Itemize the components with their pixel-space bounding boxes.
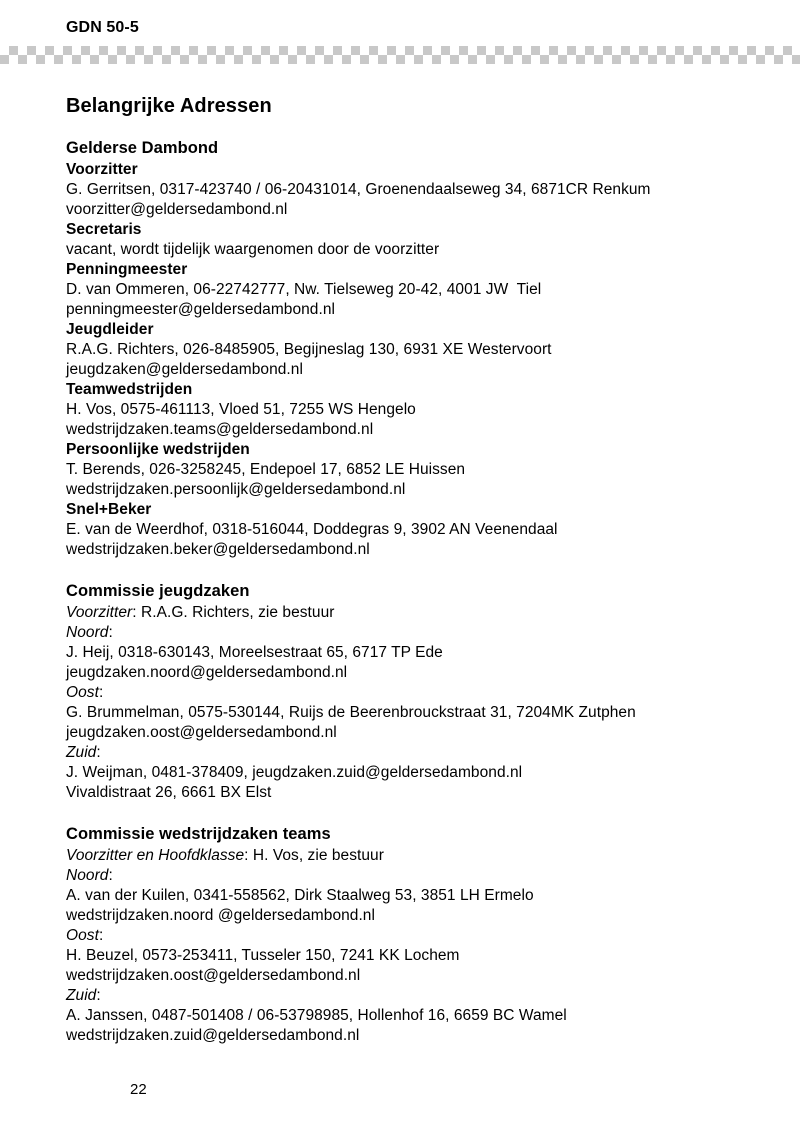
entry-role-label: Secretaris xyxy=(66,221,142,238)
entry-region-label-text: Voorzitter xyxy=(66,604,133,621)
entry-detail-line: wedstrijdzaken.zuid@geldersedambond.nl xyxy=(66,1027,360,1044)
entry-role-label: Teamwedstrijden xyxy=(66,381,193,398)
entry-detail-line: wedstrijdzaken.beker@geldersedambond.nl xyxy=(66,541,370,558)
section-heading: Commissie wedstrijdzaken teams xyxy=(66,825,331,843)
entry-detail-line: wedstrijdzaken.oost@geldersedambond.nl xyxy=(66,967,361,984)
page-title: Belangrijke Adressen xyxy=(66,95,272,117)
page-number: 22 xyxy=(130,1081,147,1098)
document-body xyxy=(66,93,746,1046)
entry-detail-line: wedstrijdzaken.teams@geldersedambond.nl xyxy=(66,421,374,438)
entry-detail-line: D. van Ommeren, 06-22742777, Nw. Tielseweg 20-42, 4001 JW Tiel xyxy=(66,281,542,298)
entry-detail-line: penningmeester@geldersedambond.nl xyxy=(66,301,336,318)
entry-detail-line: voorzitter@geldersedambond.nl xyxy=(66,201,288,218)
entry-region-label-suffix: : xyxy=(98,927,104,944)
entry-region-label-suffix: : xyxy=(98,684,104,701)
entry-detail-line: J. Weijman, 0481-378409, jeugdzaken.zuid@geldersedambond.nl xyxy=(66,764,523,781)
entry-role-label: Voorzitter xyxy=(66,161,138,178)
entry-region-label xyxy=(66,846,746,866)
entry-region-label-suffix: : R.A.G. Richters, zie bestuur xyxy=(132,604,335,621)
entry-detail-line: jeugdzaken.oost@geldersedambond.nl xyxy=(66,724,337,741)
section-heading: Commissie jeugdzaken xyxy=(66,582,250,600)
entry-region-label-text: Oost xyxy=(66,927,99,944)
entry-region-label xyxy=(66,926,746,946)
entry-role-label: Penningmeester xyxy=(66,261,188,278)
entry-region-label-text: Noord xyxy=(66,867,109,884)
entry-role-label: Persoonlijke wedstrijden xyxy=(66,441,250,458)
entry-region-label xyxy=(66,623,746,643)
entry-detail-line: E. van de Weerdhof, 0318-516044, Doddegras 9, 3902 AN Veenendaal xyxy=(66,521,558,538)
document-section xyxy=(66,823,746,1046)
entry-region-label-text: Voorzitter en Hoofdklasse xyxy=(66,847,245,864)
entry-detail-line: Vivaldistraat 26, 6661 BX Elst xyxy=(66,784,272,801)
entry-detail-line: vacant, wordt tijdelijk waargenomen door de voorzitter xyxy=(66,241,440,258)
entry-region-label-suffix: : H. Vos, zie bestuur xyxy=(244,847,384,864)
entry-region-label xyxy=(66,683,746,703)
entry-detail-line: H. Beuzel, 0573-253411, Tusseler 150, 7241 KK Lochem xyxy=(66,947,460,964)
entry-detail-line: T. Berends, 026-3258245, Endepoel 17, 6852 LE Huissen xyxy=(66,461,466,478)
document-section xyxy=(66,137,746,560)
entry-region-label-text: Zuid xyxy=(66,987,97,1004)
entry-detail-line: G. Gerritsen, 0317-423740 / 06-20431014, Groenendaalseweg 34, 6871CR Renkum xyxy=(66,181,651,198)
section-heading: Gelderse Dambond xyxy=(66,139,219,157)
entry-detail-line: H. Vos, 0575-461113, Vloed 51, 7255 WS Hengelo xyxy=(66,401,416,418)
entry-detail-line: A. van der Kuilen, 0341-558562, Dirk Staalweg 53, 3851 LH Ermelo xyxy=(66,887,534,904)
entry-region-label-suffix: : xyxy=(96,987,101,1004)
entry-detail-line: jeugdzaken@geldersedambond.nl xyxy=(66,361,303,378)
sections-container xyxy=(66,137,746,1046)
entry-region-label xyxy=(66,986,746,1006)
entry-region-label xyxy=(66,603,746,623)
entry-detail-line: R.A.G. Richters, 026-8485905, Begijneslag 130, 6931 XE Westervoort xyxy=(66,341,552,358)
entry-role-label: Snel+Beker xyxy=(66,501,152,518)
entry-region-label xyxy=(66,866,746,886)
entry-region-label-suffix: : xyxy=(108,624,113,641)
entry-detail-line: G. Brummelman, 0575-530144, Ruijs de Beerenbrouckstraat 31, 7204MK Zutphen xyxy=(66,704,636,721)
entry-region-label-text: Zuid xyxy=(66,744,97,761)
entry-region-label-suffix: : xyxy=(108,867,113,884)
entry-detail-line: J. Heij, 0318-630143, Moreelsestraat 65, 6717 TP Ede xyxy=(66,644,443,661)
entry-region-label-text: Oost xyxy=(66,684,99,701)
entry-role-label: Jeugdleider xyxy=(66,321,154,338)
entry-region-label xyxy=(66,743,746,763)
document-section xyxy=(66,580,746,803)
checkerboard-band-icon xyxy=(0,46,800,64)
entry-detail-line: wedstrijdzaken.noord @geldersedambond.nl xyxy=(66,907,375,924)
entry-detail-line: jeugdzaken.noord@geldersedambond.nl xyxy=(66,664,348,681)
entry-detail-line: A. Janssen, 0487-501408 / 06-53798985, Hollenhof 16, 6659 BC Wamel xyxy=(66,1007,567,1024)
entry-detail-line: wedstrijdzaken.persoonlijk@geldersedambond.nl xyxy=(66,481,406,498)
running-header-title: GDN 50-5 xyxy=(66,19,139,36)
entry-region-label-text: Noord xyxy=(66,624,109,641)
entry-region-label-suffix: : xyxy=(96,744,101,761)
